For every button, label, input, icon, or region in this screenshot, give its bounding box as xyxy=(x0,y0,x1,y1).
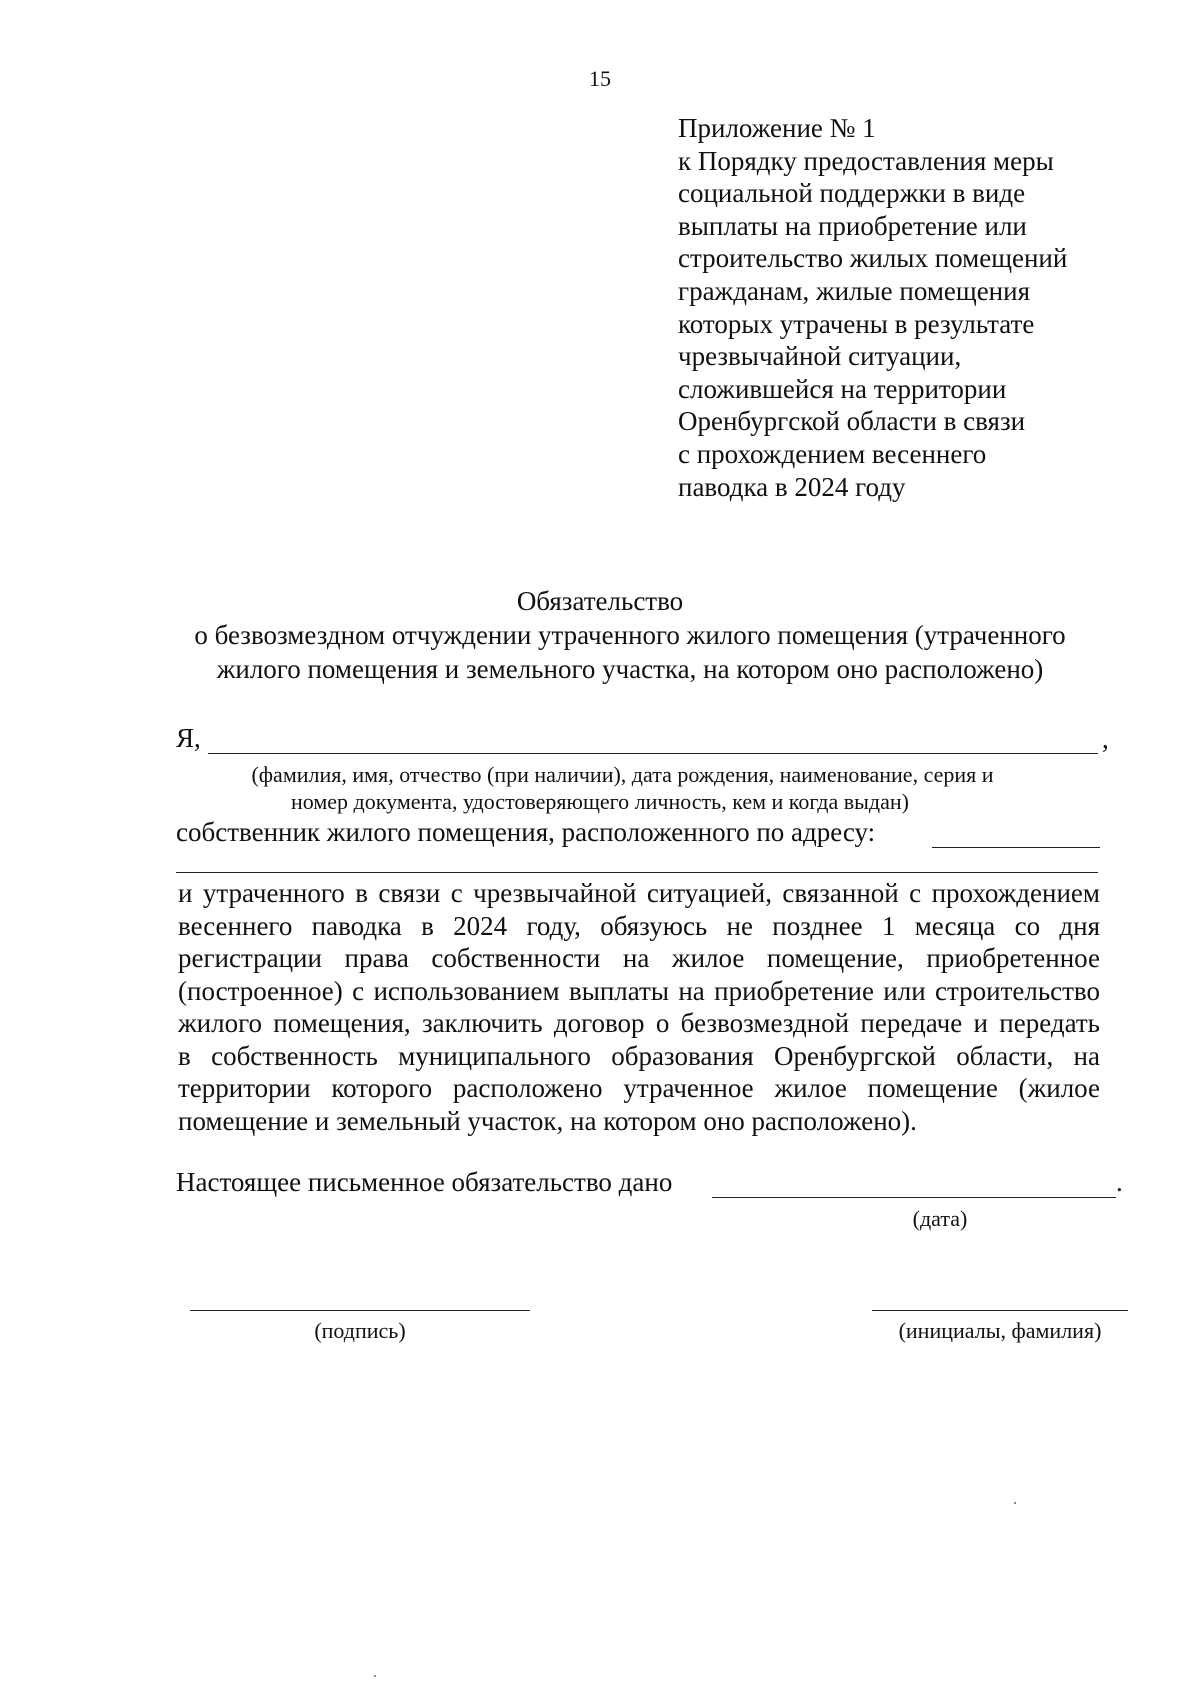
appendix-line: выплаты на приобретение или xyxy=(678,210,1027,241)
appendix-line: паводка в 2024 году xyxy=(678,471,906,502)
ya-label: Я, xyxy=(176,723,201,753)
subtitle-line: о безвозмездном отчуждении утраченного жилого помещения (утраченного xyxy=(194,620,1066,650)
owner-address-label: собственник жилого помещения, расположенного по адресу: xyxy=(176,817,876,847)
appendix-line: гражданам, жилые помещения xyxy=(678,275,1031,306)
person-info-caption-line1: (фамилия, имя, отчество (при наличии), дата рождения, наименование, серия и xyxy=(251,762,994,787)
body-line: помещение и земельный участок, на котором оно расположено). xyxy=(178,1105,917,1136)
date-field[interactable] xyxy=(712,1197,1116,1198)
address-field-end[interactable] xyxy=(932,847,1100,848)
subtitle-line: жилого помещения и земельного участка, на котором оно расположено) xyxy=(216,654,1044,684)
name-caption: (инициалы, фамилия) xyxy=(898,1318,1102,1343)
obligation-body xyxy=(178,877,1100,1137)
body-line: регистрации права собственности на жилое помещение, приобретенное xyxy=(178,943,1100,973)
date-caption: (дата) xyxy=(912,1206,968,1231)
appendix-line: сложившейся на территории xyxy=(678,373,1007,404)
appendix-line: к Порядку предоставления меры xyxy=(678,145,1054,176)
person-info-field[interactable] xyxy=(208,753,1098,754)
signature-field[interactable] xyxy=(190,1310,530,1311)
appendix-line: которых утрачены в результате xyxy=(678,308,1035,339)
signature-caption: (подпись) xyxy=(314,1318,406,1343)
page-number: 15 xyxy=(589,66,611,91)
appendix-line: строительство жилых помещений xyxy=(678,243,1068,274)
body-line: (построенное) с использованием выплаты на приобретение или строительство xyxy=(178,975,1100,1006)
appendix-line: чрезвычайной ситуации, xyxy=(678,341,962,372)
person-info-caption-line2: номер документа, удостоверяющего личность, кем и когда выдан) xyxy=(291,789,909,814)
appendix-line: Приложение № 1 xyxy=(678,113,876,143)
appendix-line: Оренбургской области в связи xyxy=(678,406,1026,437)
appendix-line: социальной поддержки в виде xyxy=(678,178,1026,209)
appendix-header xyxy=(678,112,1148,503)
document-subtitle xyxy=(130,618,1130,686)
body-line: в собственность муниципального образования Оренбургской области, на xyxy=(178,1040,1100,1071)
body-line: весеннего паводка в 2024 году, обязуюсь не позднее 1 месяца со дня xyxy=(178,910,1100,941)
statement-label: Настоящее письменное обязательство дано xyxy=(176,1167,673,1197)
statement-end-mark: . xyxy=(1116,1167,1123,1197)
ya-comma: , xyxy=(1102,724,1109,754)
body-line: жилого помещения, заключить договор о безвозмездной передаче и передать xyxy=(178,1008,1100,1038)
address-field-line[interactable] xyxy=(176,872,1098,873)
appendix-line: с прохождением весеннего xyxy=(678,438,987,469)
body-line: территории которого расположено утраченное жилое помещение (жилое xyxy=(178,1073,1100,1103)
name-field[interactable] xyxy=(872,1310,1128,1311)
scan-speck xyxy=(374,1675,376,1677)
body-line: и утраченного в связи с чрезвычайной ситуацией, связанной с прохождением xyxy=(178,878,1100,908)
document-title: Обязательство xyxy=(516,586,684,616)
scan-speck xyxy=(1014,1502,1016,1504)
